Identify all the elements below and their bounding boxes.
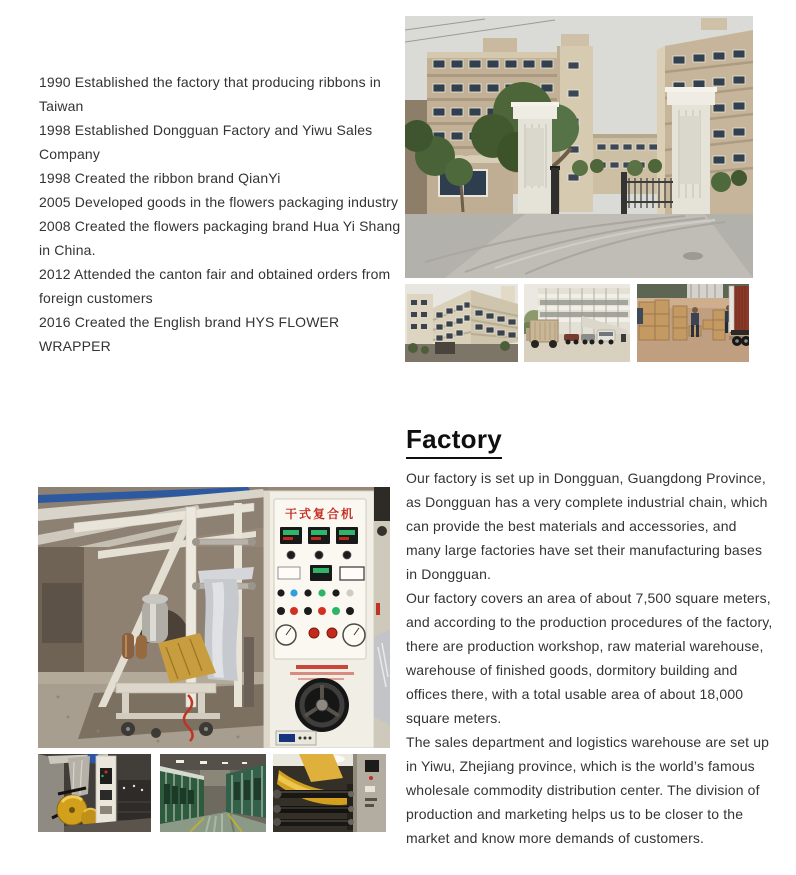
building-corner-illustration bbox=[405, 284, 518, 362]
temperature-controllers bbox=[280, 527, 358, 544]
walkway-parking-illustration bbox=[524, 284, 630, 362]
container-loading-illustration bbox=[637, 284, 749, 362]
gold-film-roller-photo bbox=[273, 754, 386, 832]
history-item: 1998 Created the ribbon brand QianYi bbox=[39, 170, 281, 186]
history-item: 1998 Established Dongguan Factory and Yiwu Sales Company bbox=[39, 122, 373, 162]
history-item: 2016 Created the English brand HYS FLOWER WRAPPER bbox=[39, 314, 340, 354]
history-item: 2012 Attended the canton fair and obtained orders from foreign customers bbox=[39, 266, 391, 306]
workshop-photo-thumbnails bbox=[38, 754, 386, 832]
right-machine-edge bbox=[374, 487, 390, 748]
driveway bbox=[405, 214, 753, 278]
history-section bbox=[39, 70, 409, 358]
history-item: 1990 Established the factory that producing ribbons in Taiwan bbox=[39, 74, 381, 114]
container-truck bbox=[729, 286, 749, 346]
rollers bbox=[273, 784, 354, 830]
factory-paragraph: The sales department and logistics warehouse are set up in Yiwu, Zhejiang province, which is the world’s famous wholesale commodity distribution center. The division of production and marketing helps us to be closer to the market and know more demands of customers. bbox=[406, 734, 770, 846]
factory-paragraph: Our factory is set up in Dongguan, Guangdong Province, as Dongguan has a very complete industrial chain, which can provide the best materials and accessories, and many large factories have set their manufacturing bases in Dongguan. bbox=[406, 470, 768, 582]
factory-description bbox=[406, 466, 774, 850]
factory-paragraph: Our factory covers an area of about 7,500 square meters, and according to the production procedures of the factory, there are production workshop, raw material warehouse, warehouse of finished goods, dormitory building and offices there, with a total usable area of about 18,000 square meters. bbox=[406, 590, 773, 726]
green-machines-aisle-photo bbox=[160, 754, 266, 832]
background-machine bbox=[42, 583, 82, 643]
control-panel bbox=[264, 491, 374, 748]
handwheel bbox=[295, 678, 349, 732]
printing-machine-photo bbox=[38, 754, 151, 832]
factory-photo-thumbnails bbox=[405, 284, 750, 362]
laminating-machine-photo bbox=[38, 487, 390, 748]
printing-machine-illustration bbox=[38, 754, 151, 832]
container-loading-photo bbox=[637, 284, 749, 362]
factory-entrance-illustration bbox=[405, 16, 753, 278]
gold-film-roller-illustration bbox=[273, 754, 386, 832]
left-machine-row bbox=[160, 766, 204, 824]
history-item: 2005 Developed goods in the flowers packaging industry bbox=[39, 194, 399, 210]
factory-heading: Factory bbox=[406, 424, 502, 459]
green-machines-illustration bbox=[160, 754, 266, 832]
factory-building-corner-photo bbox=[405, 284, 518, 362]
history-item: 2008 Created the flowers packaging brand Hua Yi Shang in China. bbox=[39, 218, 401, 258]
panel-title: 干式复合机 bbox=[284, 507, 356, 521]
steel-tank bbox=[142, 594, 168, 643]
laminating-machine-illustration bbox=[38, 487, 390, 748]
factory-entrance-photo bbox=[405, 16, 753, 278]
factory-walkway-parking-photo bbox=[524, 284, 630, 362]
